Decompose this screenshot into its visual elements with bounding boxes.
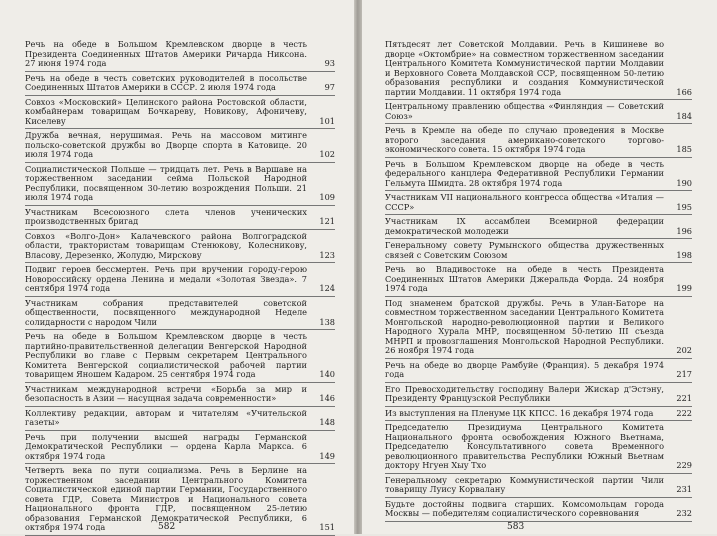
entry-title: Речь на обеде во дворце Рамбуйе (Франция). 5 декабря 1974 года [385, 359, 664, 379]
contents-entry [385, 407, 692, 422]
entry-title: Его Превосходительству господину Валери Жискар д'Эстэну, Президенту Французской Республики [385, 383, 664, 403]
contents-entry [385, 124, 692, 158]
entry-page-number: 93 [324, 58, 335, 68]
entry-page-number: 151 [319, 522, 335, 532]
entry-page-number: 166 [676, 86, 692, 97]
contents-entry [385, 297, 692, 359]
entry-title: Подвиг героев бессмертен. Речь при вручении городу-герою Новороссийску ордена Ленина и медали «Золотая Звезда». 7 сентября 1974 года [25, 264, 307, 293]
contents-entry [25, 297, 335, 331]
entry-page-number: 121 [319, 216, 335, 226]
right-page-number: 583 [507, 522, 525, 532]
entry-title: Под знаменем братской дружбы. Речь в Улан-Баторе на совместном торжественном заседании Центрального Комитета Монгольской народно-революционной партии и Великого Народного Хурала МНР, посвященном 50-летию III съезда МНРП и провозглашения Монгольской Народной Республики. 26 ноября 1974 года [385, 297, 664, 355]
entry-title: Совхоз «Волго-Дон» Калачевского района Волгоградской области, трактористам товарищам Стенюкову, Колесникову, Власову, Дерезенко, Жолудю, Мирскову [25, 230, 307, 260]
entry-page-number: 148 [319, 417, 335, 427]
entry-title: Пятьдесят лет Советской Молдавии. Речь в Кишиневе во дворце «Октомбрие» на совместном торжественном заседании Центрального Комитета Коммунистической партии Молдавии и Верховного Совета Молдавской ССР, посвященном 50-летию образования республики и создания Коммунистической партии Молдавии. 11 октября 1974 года [385, 39, 664, 97]
contents-entry [25, 230, 335, 264]
entry-page-number: 202 [676, 345, 692, 355]
entry-page-number: 222 [676, 407, 692, 418]
entry-page-number: 231 [676, 484, 692, 494]
entry-page-number: 140 [319, 369, 335, 379]
contents-entry [385, 215, 692, 239]
contents-entry [25, 163, 335, 206]
contents-entry [25, 96, 335, 130]
entry-page-number: 123 [319, 249, 335, 260]
left-contents-list [25, 38, 335, 536]
right-page [362, 0, 717, 534]
contents-entry [385, 191, 692, 215]
entry-title: Речь во Владивостоке на обеде в честь Президента Соединенных Штатов Америки Джеральда Форда. 24 ноября 1974 года [385, 264, 664, 293]
entry-title: Речь в Большом Кремлевском дворце на обеде в честь федерального канцлера Федеративной Республики Германии Гельмута Шмидта. 28 октября 1974 года [385, 158, 664, 188]
entry-page-number: 198 [676, 249, 692, 260]
entry-title: Участникам VII национального конгресса общества «Италия — СССР» [385, 192, 664, 212]
entry-page-number: 102 [319, 149, 335, 159]
contents-entry [25, 38, 335, 72]
contents-entry [385, 263, 692, 297]
contents-entry [25, 263, 335, 297]
right-contents-list [385, 38, 692, 522]
entry-title: Центральному правлению общества «Финляндия — Советский Союз» [385, 101, 664, 121]
left-page [0, 0, 354, 534]
entry-title: Генеральному секретарю Коммунистической партии Чили товарищу Луису Корвалану [385, 474, 664, 494]
book-gutter [354, 0, 362, 534]
contents-entry [385, 383, 692, 407]
contents-entry [385, 100, 692, 124]
contents-entry [385, 239, 692, 263]
entry-page-number: 199 [676, 283, 692, 293]
entry-page-number: 217 [676, 369, 692, 379]
entry-page-number: 196 [676, 225, 692, 236]
entry-title: Будьте достойны подвига старших. Комсомольцам города Москвы — победителям социалистического соревнования [385, 498, 664, 518]
contents-entry [385, 38, 692, 100]
entry-page-number: 221 [676, 393, 692, 403]
entry-title: Председателю Президиума Центрального Комитета Национального фронта освобождения Южного Вьетнама, Председателю Консультативного совета Временного революционного правительства Республики Южный Вьетнам доктору Нгуен Хыу Тхо [385, 422, 664, 470]
entry-page-number: 185 [676, 144, 692, 154]
entry-title: Совхоз «Московский» Целинского района Ростовской области, комбайнерам товарищам Бочкареву, Новикову, Афоничеву, Киселеву [25, 96, 307, 126]
entry-page-number: 101 [319, 115, 335, 126]
contents-entry [25, 464, 335, 536]
entry-title: Генеральному совету Румынского общества дружественных связей с Советским Союзом [385, 240, 664, 260]
contents-entry [385, 498, 692, 522]
entry-title: Речь на обеде в честь советских руководителей в посольстве Соединенных Штатов Америки в СССР. 2 июля 1974 года [25, 72, 307, 92]
contents-entry [25, 407, 335, 431]
entry-title: Из выступления на Пленуме ЦК КПСС. 16 декабря 1974 года [385, 407, 654, 418]
entry-page-number: 232 [676, 508, 692, 518]
left-page-number: 582 [158, 522, 176, 532]
entry-title: Речь при получении высшей награды Германской Демократической Республики — ордена Карла Маркса. 6 октября 1974 года [25, 431, 307, 461]
entry-page-number: 149 [319, 450, 335, 461]
contents-entry [25, 330, 335, 383]
contents-entry [385, 359, 692, 383]
contents-entry [25, 72, 335, 96]
entry-page-number: 138 [319, 316, 335, 327]
entry-title: Участникам Всесоюзного слета членов ученических производственных бригад [25, 206, 307, 226]
entry-page-number: 124 [319, 283, 335, 293]
entry-page-number: 229 [676, 460, 692, 470]
entry-page-number: 109 [319, 192, 335, 202]
entry-title: Коллективу редакции, авторам и читателям «Учительской газеты» [25, 407, 307, 427]
entry-page-number: 146 [319, 393, 335, 403]
entry-title: Участникам международной встречи «Борьба за мир и безопасность в Азии — насущная задача современности» [25, 383, 307, 403]
contents-entry [25, 206, 335, 230]
entry-page-number: 195 [676, 201, 692, 212]
entry-title: Речь в Кремле на обеде по случаю проведения в Москве второго заседания американо-советского торгово-экономического совета. 15 октября 1974 года [385, 125, 664, 154]
entry-title: Речь на обеде в Большом Кремлевском дворце в честь Президента Соединенных Штатов Америки Ричарда Никсона. 27 июня 1974 года [25, 39, 307, 68]
contents-entry [25, 431, 335, 465]
entry-page-number: 97 [324, 82, 335, 92]
contents-entry [385, 158, 692, 192]
entry-page-number: 184 [676, 110, 692, 121]
entry-title: Дружба вечная, нерушимая. Речь на массовом митинге польско-советской дружбы во Дворце спорта в Катовице. 20 июля 1974 года [25, 130, 307, 159]
entry-title: Четверть века по пути социализма. Речь в Берлине на торжественном заседании Центрального Комитета Социалистической единой партии Германии, Государственного совета ГДР, Совета Министров и Национального совета Национального фронта ГДР, посвященном 25-летию образования Германской Демократической Республики, 6 октября 1974 года [25, 465, 307, 532]
contents-entry [25, 383, 335, 407]
entry-title: Речь на обеде в Большом Кремлевском дворце в честь партийно-правительственной делегации Венгерской Народной Республики во главе с Первым секретарем Центрального Комитета Венгерской социалистической рабочей партии товарищем Яношем Кадаром. 25 сентября 1974 года [25, 331, 307, 379]
contents-entry [385, 421, 692, 474]
entry-page-number: 190 [676, 177, 692, 188]
entry-title: Участникам собрания представителей советской общественности, посвященного международной Неделе солидарности с народом Чили [25, 297, 307, 327]
entry-title: Участникам IX ассамблеи Всемирной федерации демократической молодежи [385, 216, 664, 236]
entry-title: Социалистической Польше — тридцать лет. Речь в Варшаве на торжественном заседании сейма Польской Народной Республики, посвященном 30-летию возрождения Польши. 21 июля 1974 года [25, 163, 307, 202]
contents-entry [25, 129, 335, 163]
contents-entry [385, 474, 692, 498]
